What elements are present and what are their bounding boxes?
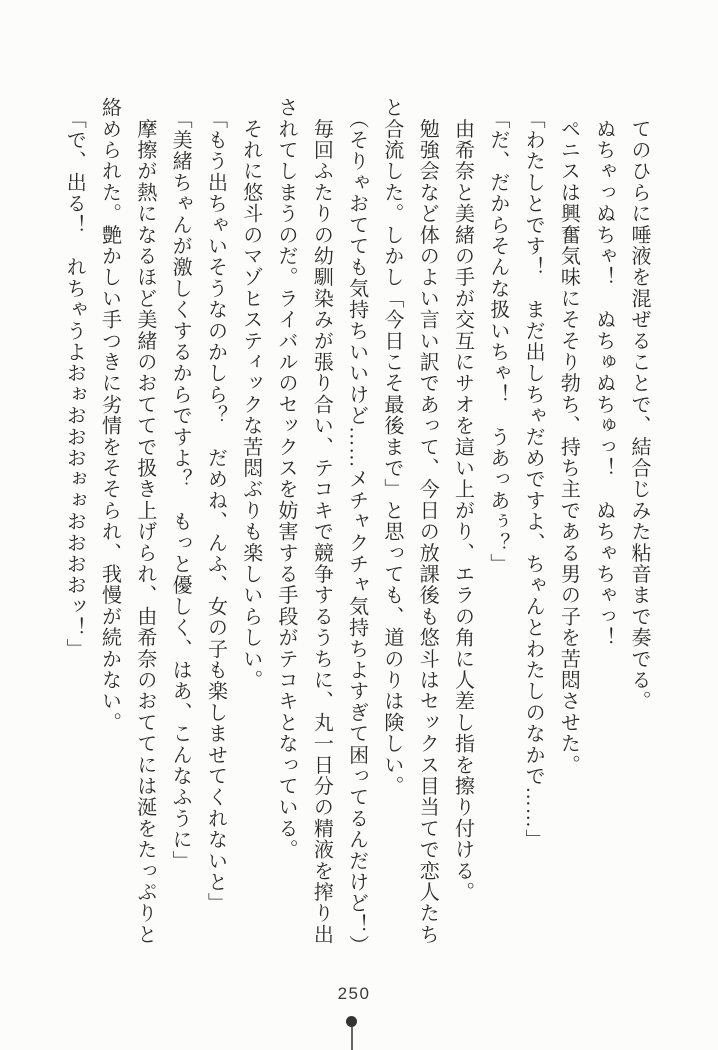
text-column: 勉強会など体のよい言い訳であって、今日の放課後も悠斗はセックス目当てで恋人たち: [416, 97, 439, 945]
text-column: てのひらに唾液を混ぜることで、結合じみた粘音まで奏でる。: [628, 97, 650, 712]
registration-pin-icon: [346, 1014, 358, 1050]
pin-dot: [346, 1016, 357, 1027]
text-column: 「だ、だからそんな扱いちゃ！ うあっあぅ？」: [486, 97, 509, 575]
text-column: ペニスは興奮気味にそそり勃ち、持ち主である男の子を苦悶させた。: [557, 97, 580, 776]
text-column: と合流した。しかし「今日こそ最後まで」と思っても、道のりは険しい。: [380, 97, 403, 797]
text-column: ぬちゃっぬちゃ！ ぬちゅぬちゅっ！ ぬちゃちゃっ！: [592, 97, 615, 649]
text-column: 由希奈と美緒の手が交互にサオを這い上がり、エラの角に人差し指を擦り付ける。: [451, 97, 474, 903]
page-text-block: [56, 97, 656, 957]
text-column: 「で、出る！ れちゃうよおぉおおおぉぉおおおおッ！」: [63, 97, 86, 660]
text-column: 「もう出ちゃいそうなのかしら？ だめね、んふ、女の子も楽しませてくれないと」: [204, 97, 227, 914]
text-column: 「わたしとです！ まだ出しちゃだめですよ、ちゃんとわたしのなかで……」: [522, 97, 545, 851]
text-column: （そりゃおてても気持ちいいけど……メチャクチャ気持ちよすぎて困ってるんだけど！）: [345, 97, 368, 957]
text-column: それに悠斗のマゾヒスティックな苦悶ぶりも楽しいらしい。: [239, 97, 262, 691]
pin-line: [351, 1024, 353, 1050]
page-number: 250: [337, 984, 371, 1003]
text-column: 毎回ふたりの幼馴染みが張り合い、テコキで競争するうちに、丸一日分の精液を搾り出: [310, 97, 333, 945]
text-column: 絡められた。艶かしい手つきに劣情をそそられ、我慢が続かない。: [98, 97, 121, 733]
text-column: 「美緒ちゃんが激しくするからですよ？ もっと優しく、はあ、こんなふうに」: [169, 97, 192, 872]
text-column: 摩擦が熱になるほど美緒のおててで扱き上げられ、由希奈のおててには涎をたっぷりと: [133, 97, 156, 945]
text-column: されてしまうのだ。ライバルのセックスを妨害する手段がテコキとなっている。: [275, 97, 298, 861]
